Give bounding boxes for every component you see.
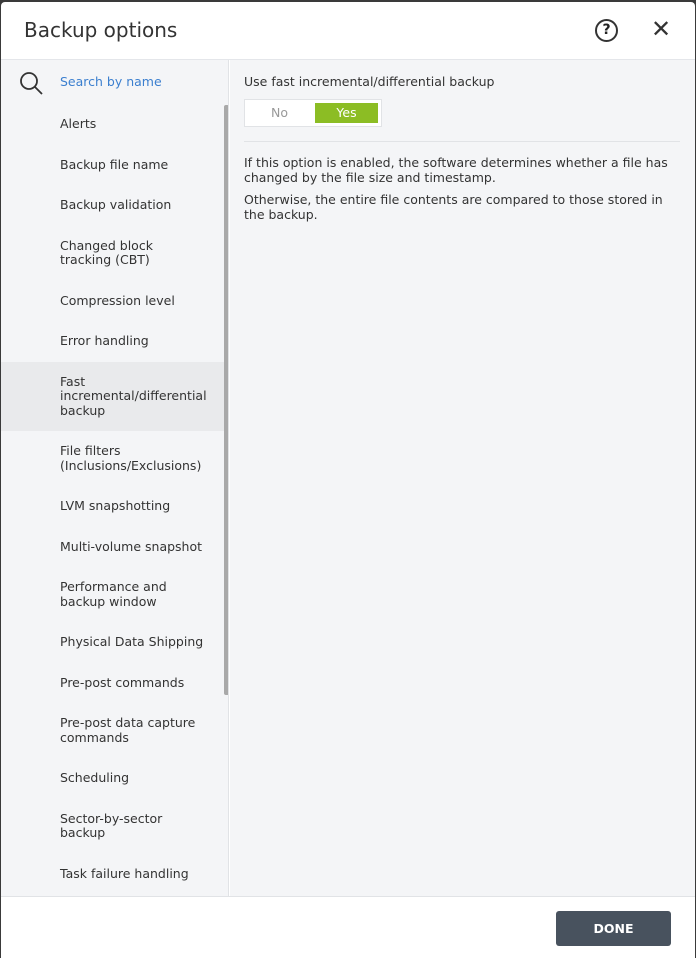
yes-no-toggle[interactable] — [244, 99, 382, 127]
sidebar-item[interactable]: Compression level — [60, 292, 175, 308]
dialog-footer — [1, 896, 695, 958]
sidebar-item[interactable]: File filters (Inclusions/Exclusions) — [60, 443, 202, 473]
search-input[interactable]: Search by name — [60, 74, 162, 89]
sidebar-item[interactable]: LVM snapshotting — [60, 498, 171, 513]
sidebar-item[interactable]: Fast incremental/differential backup — [1, 362, 228, 432]
sidebar-item[interactable]: Multi-volume snapshot — [60, 538, 203, 554]
sidebar-item[interactable]: Error handling — [60, 333, 149, 348]
sidebar-item[interactable]: Pre-post data capture commands — [60, 715, 196, 745]
sidebar-item[interactable]: Pre-post commands — [60, 674, 185, 690]
toggle-yes[interactable]: Yes — [315, 103, 378, 123]
description-enabled: If this option is enabled, the software determines whether a file has changed by the file size and timestamp. — [244, 155, 668, 185]
sidebar-item[interactable]: Backup file name — [60, 156, 169, 172]
sidebar-item[interactable]: Alerts — [60, 116, 97, 131]
sidebar-item[interactable]: Changed block tracking (CBT) — [60, 237, 153, 267]
done-button[interactable]: DONE — [556, 911, 671, 946]
sidebar-item[interactable]: Backup validation — [60, 197, 172, 212]
backup-options-dialog — [1, 2, 695, 958]
search-icon — [19, 71, 45, 97]
dialog-header — [1, 2, 695, 60]
divider — [244, 141, 680, 142]
dialog-title: Backup options — [24, 18, 178, 42]
sidebar-item[interactable]: Scheduling — [60, 770, 130, 785]
sidebar-item[interactable]: Physical Data Shipping — [60, 634, 204, 649]
options-sidebar — [1, 60, 229, 896]
sidebar-item[interactable]: Performance and backup window — [60, 579, 167, 609]
description-otherwise: Otherwise, the entire file contents are compared to those stored in the backup. — [244, 192, 663, 222]
toggle-no[interactable]: No — [271, 105, 288, 120]
option-panel — [230, 60, 695, 896]
close-icon[interactable]: ✕ — [651, 15, 672, 43]
help-icon[interactable]: ? — [595, 19, 618, 42]
search-field[interactable] — [1, 60, 228, 104]
option-label: Use fast incremental/differential backup — [244, 74, 495, 89]
sidebar-scrollbar[interactable] — [224, 105, 229, 695]
sidebar-item[interactable]: Task failure handling — [60, 865, 189, 881]
sidebar-item[interactable]: Sector-by-sector backup — [60, 810, 163, 840]
